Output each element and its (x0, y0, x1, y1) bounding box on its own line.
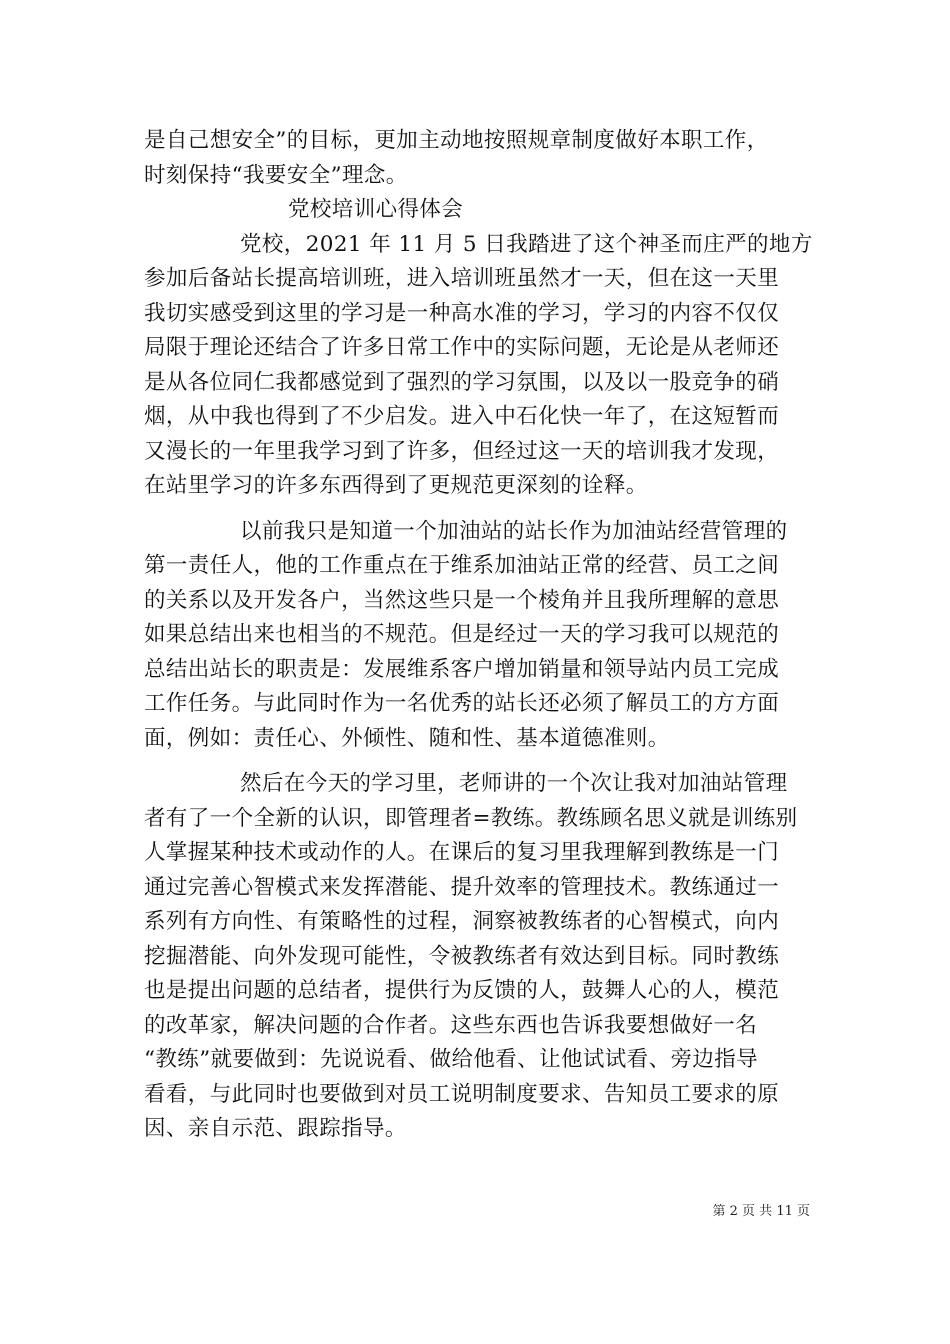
text-line: 挖掘潜能、向外发现可能性，令被教练者有效达到目标。同时教练 (144, 943, 780, 969)
text-line: 工作任务。与此同时作为一名优秀的站长还必须了解员工的方方面 (144, 691, 780, 716)
page-number: 第 2 页 共 11 页 (712, 1204, 810, 1219)
text-line: 如果总结出来也相当的不规范。但是经过一天的学习我可以规范的 (144, 622, 780, 647)
text-line: 的关系以及开发各户，当然这些只是一个棱角并且我所理解的意思 (144, 587, 780, 613)
text-line: 在站里学习的许多东西得到了更规范更深刻的诠释。 (144, 473, 648, 498)
text-line: “教练”就要做到：先说说看、做给他看、让他试试看、旁边指导 (144, 1047, 759, 1072)
text-line: 第一责任人，他的工作重点在于维系加油站正常的经营、员工之间 (144, 553, 780, 578)
text-line: 时刻保持“我要安全”理念。 (144, 162, 408, 188)
text-line: 又漫长的一年里我学习到了许多，但经过这一天的培训我才发现， (144, 438, 780, 464)
text-line: 也是提出问题的总结者，提供行为反馈的人，鼓舞人心的人，模范 (144, 978, 780, 1003)
text-line: 是从各位同仁我都感觉到了强烈的学习氛围，以及以一股竞争的硝 (144, 369, 780, 395)
text-line: 总结出站长的职责是：发展维系客户增加销量和领导站内员工完成 (144, 656, 780, 682)
paragraph (144, 515, 808, 757)
text-line: 系列有方向性、有策略性的过程，洞察被教练者的心智模式，向内 (144, 909, 780, 934)
text-line: 的改革家，解决问题的合作者。这些东西也告诉我要想做好一名 (144, 1012, 758, 1038)
text-line: 局限于理论还结合了许多日常工作中的实际问题，无论是从老师还 (144, 335, 780, 360)
text-line: 烟，从中我也得到了不少启发。进入中石化快一年了，在这短暂而 (144, 404, 780, 429)
text-line: 通过完善心智模式来发挥潜能、提升效率的管理技术。教练通过一 (144, 874, 780, 900)
text-line: 者有了一个全新的认识，即管理者=教练。教练顾名思义就是训练别 (144, 805, 798, 831)
document-body (144, 124, 813, 1147)
text-line: 因、亲自示范、跟踪指导。 (144, 1116, 407, 1141)
text-line: 我切实感受到这里的学习是一种高水准的学习，学习的内容不仅仅 (144, 300, 780, 326)
text-line: 然后在今天的学习里，老师讲的一个次让我对加油站管理 (240, 771, 788, 796)
text-line: 看看，与此同时也要做到对员工说明制度要求、告知员工要求的原 (144, 1081, 780, 1107)
paragraph (144, 767, 808, 1147)
text-line: 参加后备站长提高培训班，进入培训班虽然才一天，但在这一天里 (144, 266, 780, 291)
section-title: 党校培训心得体会 (288, 197, 464, 222)
text-line: 面，例如：责任心、外倾性、随和性、基本道德准则。 (144, 725, 670, 751)
text-line: 以前我只是知道一个加油站的站长作为加油站经营管理的 (240, 518, 788, 544)
text-line: 是自己想安全”的目标，更加主动地按照规章制度做好本职工作， (144, 128, 769, 153)
text-line: 党校，2021 年 11 月 5 日我踏进了这个神圣而庄严的地方 (240, 231, 813, 257)
paragraph (144, 228, 813, 504)
text-line: 人掌握某种技术或动作的人。在课后的复习里我理解到教练是一门 (144, 840, 780, 865)
